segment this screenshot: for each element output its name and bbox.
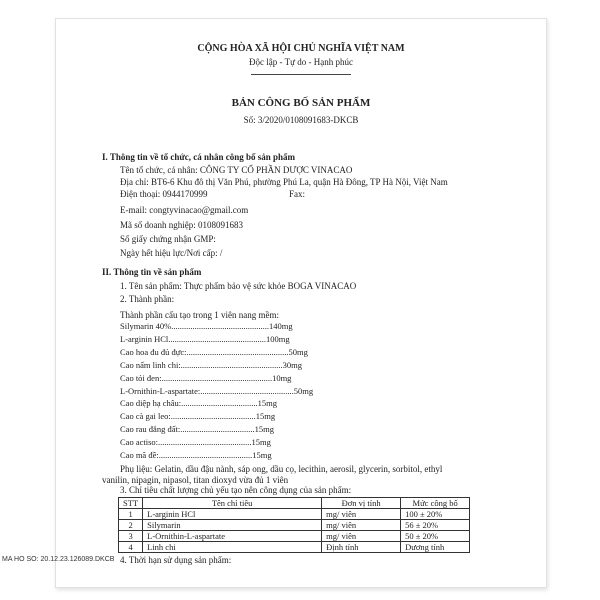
row-level: 50 ± 20% (401, 531, 470, 542)
row-criteria: L-Ornithin-L-aspartate (143, 531, 322, 542)
ingredient-name: L-Ornithin-L-aspartate: (120, 385, 201, 396)
org-phone: Điện thoại: 0944170999 (120, 189, 208, 199)
ingredient-leader-dots: .................................... (181, 398, 258, 409)
table-row (119, 509, 470, 520)
section1-heading: I. Thông tin về tổ chức, cá nhân công bố sản phẩm (102, 152, 296, 162)
row-unit: mg/ viên (322, 531, 401, 542)
ingredient-amount: 140mg (268, 321, 293, 331)
list-item (120, 347, 308, 357)
list-item (120, 411, 275, 421)
product-name: 1. Tên sản phẩm: Thực phẩm bảo vệ sức khỏe BOGA VINACAO (120, 281, 357, 291)
ingredient-amount: 15mg (257, 398, 278, 409)
quality-criteria-table (118, 497, 470, 553)
row-level: Dương tính (401, 542, 470, 553)
ingredient-amount: 15mg (255, 411, 276, 422)
ingredient-name: Cao hoa đu đủ đực: (120, 346, 187, 357)
list-item (120, 360, 302, 370)
row-level: 100 ± 20% (401, 509, 470, 520)
ingredient-amount: 15mg (254, 424, 274, 435)
row-stt: 4 (119, 542, 143, 553)
section2-heading: II. Thông tin về sản phẩm (102, 267, 202, 277)
ingredient-leader-dots: ................................... (180, 424, 255, 435)
ingredient-name: Cao actiso: (120, 437, 159, 448)
ingredients-intro: Thành phần cấu tạo trong 1 viên nang mềm: (120, 310, 279, 320)
ingredient-leader-dots: .............................................. (168, 333, 266, 344)
excipients-line-1: Phụ liệu: Gelatin, dầu đậu nành, sáp ong, dầu cọ, lecithin, aerosil, glycerin, sorbitol, ethyl (120, 464, 443, 474)
row-stt: 2 (119, 520, 143, 531)
table-row (119, 542, 470, 553)
country-heading: CỘNG HÒA XÃ HỘI CHỦ NGHĨA VIỆT NAM (197, 43, 405, 54)
document-title: BẢN CÔNG BỐ SẢN PHẨM (231, 97, 371, 109)
ingredients-title: 2. Thành phần: (120, 294, 175, 304)
list-item (120, 424, 274, 434)
ingredient-name: Silymarin 40% (120, 321, 172, 331)
document-page (55, 18, 547, 588)
ingredient-amount: 15mg (251, 437, 271, 448)
list-item (120, 321, 293, 331)
list-item (120, 334, 290, 344)
ingredient-name: Cao cà gai leo: (120, 411, 171, 422)
table-row (119, 531, 470, 542)
list-item (120, 398, 277, 408)
ingredient-leader-dots: ............................................ (200, 385, 294, 396)
ingredient-leader-dots: ........................................ (170, 411, 256, 422)
ingredient-name: Cao diệp hạ châu: (120, 398, 182, 409)
list-item (120, 373, 291, 383)
header-stt: STT (119, 498, 143, 509)
gmp-certificate: Số giấy chứng nhận GMP: (120, 234, 216, 244)
org-tax-code: Mã số doanh nghiệp: 0108091683 (120, 220, 243, 230)
table-header-row (119, 498, 470, 509)
row-criteria: Linh chi (143, 542, 322, 553)
validity-date: Ngày hết hiệu lực/Nơi cấp: / (120, 248, 223, 258)
table-row (119, 520, 470, 531)
ingredient-amount: 10mg (272, 372, 292, 383)
ingredient-amount: 15mg (252, 450, 272, 460)
row-unit: mg/ viên (322, 520, 401, 531)
list-item (120, 450, 272, 460)
motto-underline (251, 74, 351, 75)
ingredient-name: Cao tỏi đen: (120, 372, 162, 383)
ingredient-leader-dots: ................................................ (180, 359, 283, 370)
row-stt: 3 (119, 531, 143, 542)
shelf-life: 4. Thời hạn sử dụng sản phẩm: (120, 555, 232, 565)
ingredient-name: L-arginin HCl (120, 333, 169, 344)
excipients-line-2: vanilin, nipagin, nipasol, titan dioxyd vừa đủ 1 viên (102, 475, 289, 485)
qc-title: 3. Chỉ tiêu chất lượng chủ yếu tạo nên công dụng của sản phẩm: (120, 485, 352, 495)
ingredient-leader-dots: ................................................ (186, 346, 289, 357)
header-unit: Đơn vị tính (322, 498, 401, 509)
row-criteria: Silymarin (143, 520, 322, 531)
org-address: Địa chỉ: BT6-6 Khu đô thị Văn Phú, phường Phú La, quận Hà Đông, TP Hà Nội, Việt Nam (120, 177, 448, 187)
org-fax: Fax: (289, 189, 306, 199)
row-unit: mg/ viên (322, 509, 401, 520)
org-name: Tên tổ chức, cá nhân: CÔNG TY CỔ PHẦN DƯỢC VINACAO (120, 165, 353, 175)
row-unit: Định tính (322, 542, 401, 553)
ingredient-name: Cao nấm linh chi: (120, 359, 181, 370)
ingredient-leader-dots: ............................................ (158, 450, 253, 460)
motto: Độc lập - Tự do - Hạnh phúc (249, 57, 353, 67)
row-stt: 1 (119, 509, 143, 520)
ingredient-leader-dots: .............................................. (171, 321, 269, 331)
header-criteria: Tên chỉ tiêu (143, 498, 322, 509)
document-number: Số: 3/2020/0108091683-DKCB (243, 115, 359, 125)
dossier-code: MA HO SO: 20.12.23.126089.DKCB (2, 556, 115, 563)
org-email: E-mail: congtyvinacao@gmail.com (120, 205, 249, 215)
row-criteria: L-arginin HCl (143, 509, 322, 520)
list-item (120, 437, 271, 447)
list-item (120, 386, 313, 396)
header-declared-level: Mức công bố (401, 498, 470, 509)
ingredient-name: Cao rau đắng đất: (120, 424, 181, 435)
row-level: 56 ± 20% (401, 520, 470, 531)
ingredient-name: Cao mã đề: (120, 450, 159, 460)
ingredient-leader-dots: .................................................... (161, 372, 273, 383)
ingredient-leader-dots: ............................................ (158, 437, 252, 448)
ingredient-amount: 50mg (293, 385, 314, 396)
ingredient-amount: 30mg (282, 359, 303, 370)
ingredient-amount: 100mg (266, 333, 290, 344)
ingredient-amount: 50mg (288, 346, 308, 357)
